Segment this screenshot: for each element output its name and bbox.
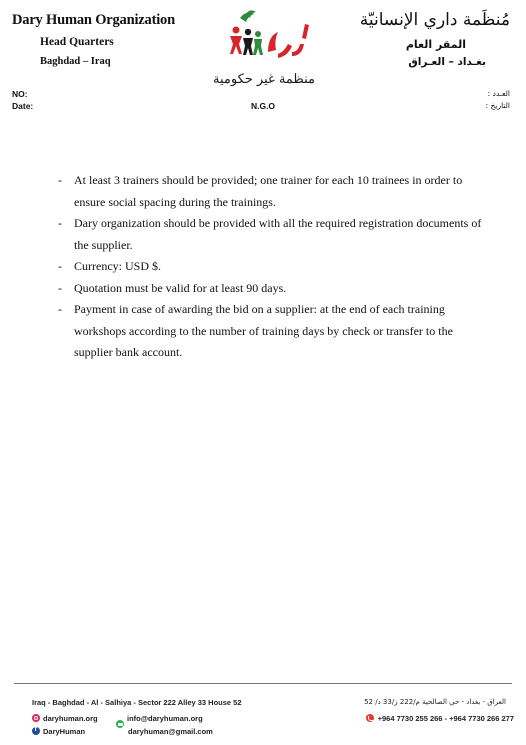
website-icon — [32, 714, 40, 722]
footer-divider — [14, 683, 512, 684]
conditions-list — [58, 170, 488, 364]
facebook-icon — [32, 727, 40, 735]
logo-subtitle: منظمة غير حكومية — [213, 72, 315, 87]
address-ar: العراق - بغداد - حي الصالحية م/222 ز/33 د/ 52 — [364, 698, 506, 706]
email-link-gmail[interactable] — [128, 727, 213, 736]
date-label: Date: — [12, 101, 34, 111]
head-quarters-en: Head Quarters — [40, 36, 114, 48]
phone-text: +964 7730 255 266 - +964 7730 266 277 — [377, 714, 514, 723]
city-en: Baghdad – Iraq — [40, 56, 111, 67]
bullet-text: Payment in case of awarding the bid on a supplier: at the end of each training workshops according to the number of training days by check or transfer to the supplier bank account. — [74, 302, 453, 359]
bullet-text: Quotation must be valid for at least 90 days. — [74, 280, 287, 295]
org-name-ar: مُنظَمة داري الإنسانيّة — [359, 10, 510, 30]
list-item — [58, 299, 488, 364]
bullet-marker: - — [58, 216, 62, 230]
dary-logo — [212, 8, 316, 98]
list-item — [58, 213, 488, 256]
bullet-marker: - — [58, 280, 62, 295]
facebook-text: DaryHuman — [43, 727, 86, 736]
bullet-marker: - — [58, 173, 62, 187]
email-text-info: info@daryhuman.org — [127, 714, 203, 723]
number-label-ar: العـدد : — [487, 89, 510, 98]
phone-icon — [366, 714, 374, 722]
list-item — [58, 170, 488, 213]
bullet-marker: - — [58, 302, 62, 316]
number-label: NO: — [12, 89, 28, 99]
phone-numbers — [366, 714, 514, 723]
head-quarters-ar: المقر العام — [405, 38, 466, 51]
ngo-label: N.G.O — [250, 101, 276, 111]
website-text: daryhuman.org — [43, 714, 98, 723]
email-text-gmail: daryhuman@gmail.com — [128, 727, 213, 736]
bullet-text: Currency: USD $. — [74, 259, 161, 273]
bullet-marker: - — [58, 259, 62, 273]
city-ar: بغـداد – العـراق — [408, 56, 486, 68]
list-item — [58, 278, 488, 300]
list-item — [58, 256, 488, 278]
org-name-en: Dary Human Organization — [12, 12, 175, 28]
bullet-text: At least 3 trainers should be provided; one trainer for each 10 trainees in order to ensure social spacing during the trainings. — [74, 173, 463, 209]
facebook-link[interactable] — [32, 727, 85, 736]
date-label-ar: التاريخ : — [485, 101, 510, 110]
address-en: Iraq - Baghdad - Al - Salhiya - Sector 222 Alley 33 House 52 — [32, 698, 242, 707]
bullet-text: Dary organization should be provided with all the required registration documents of the supplier. — [74, 216, 482, 252]
website-link[interactable] — [32, 714, 98, 723]
email-link-info[interactable] — [116, 714, 203, 723]
email-icon — [116, 720, 124, 728]
